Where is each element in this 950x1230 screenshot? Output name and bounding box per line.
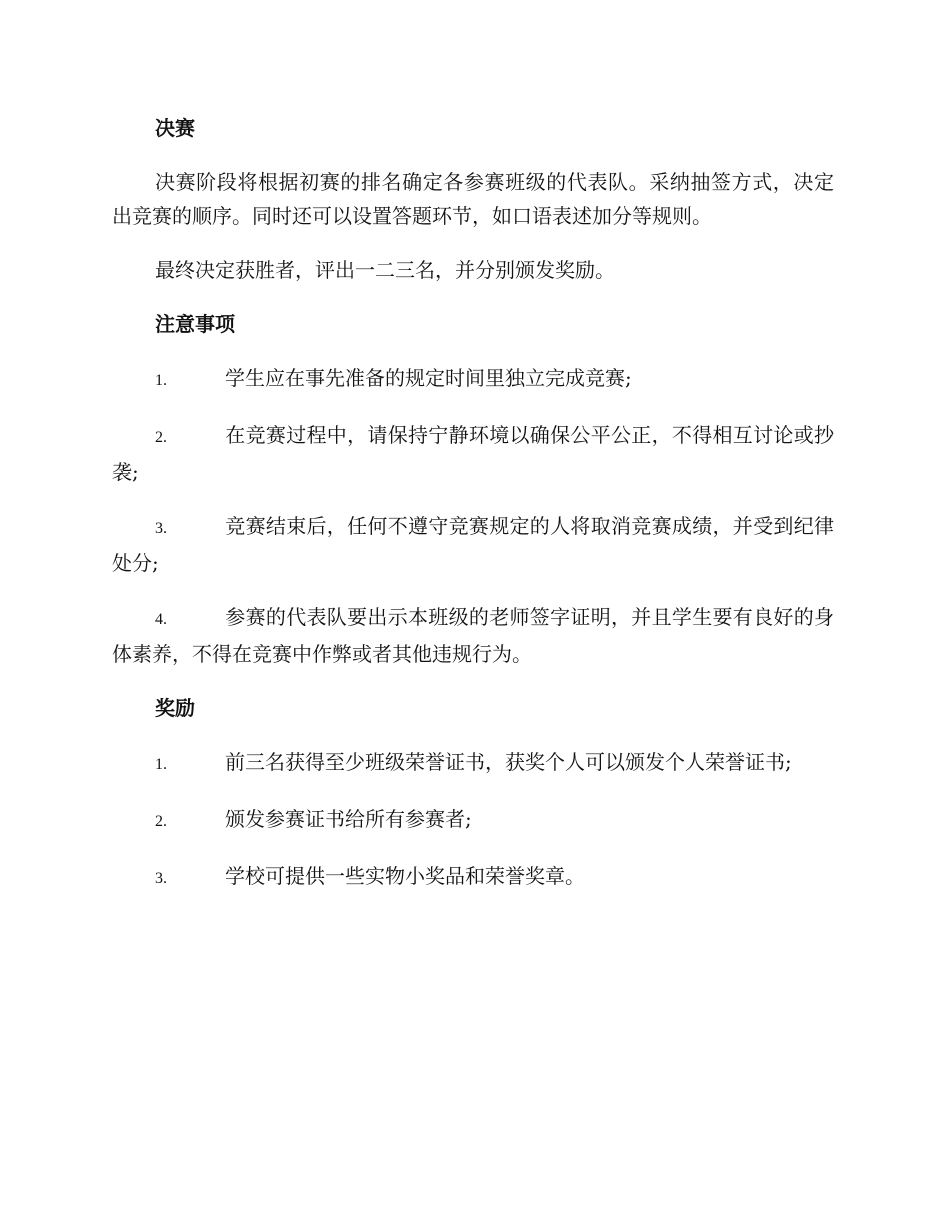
section-heading-notes: 注意事项 xyxy=(155,312,235,336)
section-heading-final: 决赛 xyxy=(155,116,195,140)
list-number: 2. xyxy=(155,429,167,446)
list-number: 3. xyxy=(155,520,167,537)
list-number: 1. xyxy=(155,756,167,773)
section-heading-rewards: 奖励 xyxy=(155,696,195,720)
list-number: 3. xyxy=(155,870,167,887)
final-paragraph-2: 最终决定获胜者，评出一二三名，并分别颁发奖励。 xyxy=(155,258,615,282)
list-item-text: 前三名获得至少班级荣誉证书，获奖个人可以颁发个人荣誉证书; xyxy=(225,750,792,774)
notes-list-item xyxy=(112,600,834,671)
list-item-text: 颁发参赛证书给所有参赛者; xyxy=(225,807,472,831)
notes-list-item xyxy=(112,418,834,489)
list-item-text: 学生应在事先准备的规定时间里独立完成竞赛; xyxy=(225,366,632,390)
document-body xyxy=(112,111,834,916)
notes-list-item xyxy=(112,509,834,580)
list-item-text: 竞赛结束后，任何不遵守竞赛规定的人将取消竞赛成绩，并受到纪律处分; xyxy=(112,514,834,575)
list-number: 4. xyxy=(155,611,167,628)
list-item-text: 在竞赛过程中，请保持宁静环境以确保公平公正，不得相互讨论或抄袭; xyxy=(112,423,834,484)
rewards-list-item xyxy=(112,859,834,896)
list-item-text: 参赛的代表队要出示本班级的老师签字证明，并且学生要有良好的身体素养，不得在竞赛中作弊或者其他违规行为。 xyxy=(112,605,834,666)
final-paragraph-1: 决赛阶段将根据初赛的排名确定各参赛班级的代表队。采纳抽签方式，决定出竞赛的顺序。同时还可以设置答题环节，如口语表述加分等规则。 xyxy=(112,170,834,228)
list-number: 1. xyxy=(155,372,167,389)
rewards-list-item xyxy=(112,802,834,839)
notes-list-item xyxy=(112,361,834,398)
list-number: 2. xyxy=(155,813,167,830)
rewards-list-item xyxy=(112,745,834,782)
list-item-text: 学校可提供一些实物小奖品和荣誉奖章。 xyxy=(225,864,585,888)
